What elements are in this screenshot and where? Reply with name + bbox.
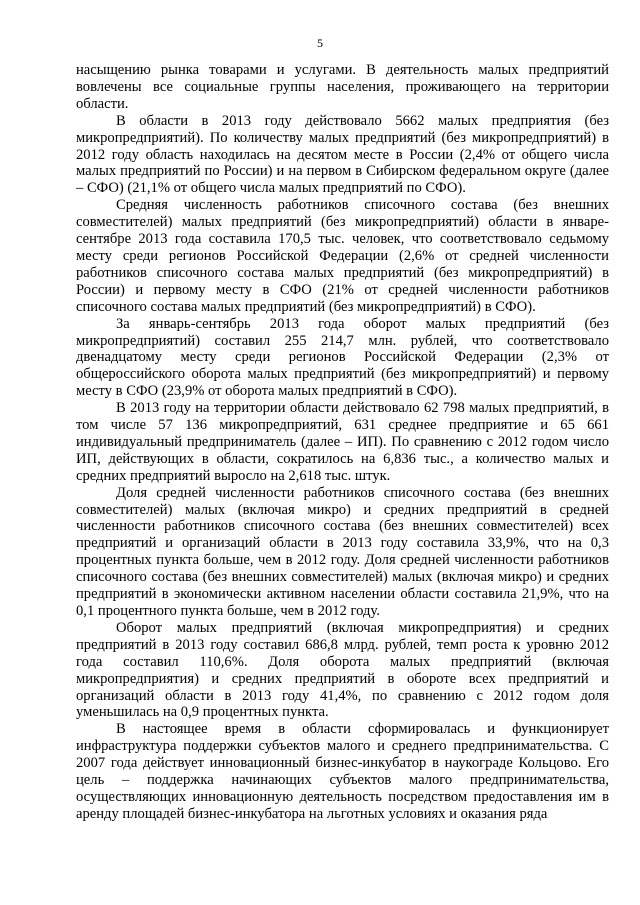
paragraph-employment-share: Доля средней численности работников списочного состава (без внешних совместителей) малых (включая микро) и средних предприятий в средней численности работников списочного состава (без внешних совместителей) всех предприятий и организаций области в 2013 году составила 33,9%, что на 0,3 процентных пункта больше, чем в 2012 году. Доля средней численности работников списочного состава (без внешних совместителей) малых (включая микро) и средних предприятий в экономически активном населении области составила 21,9%, что на 0,1 процентного пункта больше, чем в 2012 году.: [76, 484, 609, 619]
paragraph-turnover-jan-sep: За январь-сентябрь 2013 года оборот малых предприятий (без микропредприятий) составил 255 214,7 млн. рублей, что соответствовало двенадцатому месту среди регионов Российской Федерации (2,3% от общероссийского оборота малых предприятий (без микропредприятий) и первому месту в СФО (23,9% от оборота малых предприятий в СФО).: [76, 315, 609, 400]
paragraph-enterprises-2013: В 2013 году на территории области действовало 62 798 малых предприятий, в том числе 57 136 микропредприятий, 631 среднее предприятие и 65 661 индивидуальный предприниматель (далее – ИП). По сравнению с 2012 годом число ИП, действующих в области, сократилось на 6,836 тыс., а количество малых и средних предприятий выросло на 2,618 тыс. штук.: [76, 400, 609, 484]
paragraph-turnover-2013: Оборот малых предприятий (включая микропредприятия) и средних предприятий в 2013 году составил 686,8 млрд. рублей, темп роста к уровню 2012 года составил 110,6%. Доля оборота малых предприятий (включая микропредприятия) и средних предприятий в обороте всех предприятий и организаций области в 2013 году 41,4%, по сравнению с 2012 годом доля уменьшилась на 0,9 процентных пункта.: [76, 619, 609, 721]
page-number: 5: [317, 36, 323, 50]
paragraph-continued: насыщению рынка товарами и услугами. В деятельность малых предприятий вовлечены все социальные группы населения, проживающего на территории области.: [76, 62, 609, 112]
document-body: [76, 62, 609, 823]
paragraph-average-employees: Средняя численность работников списочного состава (без внешних совместителей) малых предприятий (без микропредприятий) области в январе-сентябре 2013 года составила 170,5 тыс. человек, что соответствовало седьмому месту среди регионов Российской Федерации (2,6% от средней численности работников списочного состава малых предприятий (без микропредприятий) в России) и первому месту в СФО (21% от средней численности работников списочного состава малых предприятий (без микропредприятий) в СФО).: [76, 197, 609, 315]
paragraph-support-infrastructure: В настоящее время в области сформировалась и функционирует инфраструктура поддержки субъектов малого и среднего предпринимательства. С 2007 года действует инновационный бизнес-инкубатор в наукограде Кольцово. Его цель – поддержка начинающих субъектов малого предпринимательства, осуществляющих инновационную деятельность посредством предоставления им в аренду площадей бизнес-инкубатора на льготных условиях и оказания ряда: [76, 721, 609, 822]
paragraph-small-enterprises-count: В области в 2013 году действовало 5662 малых предприятия (без микропредприятий). По количеству малых предприятий (без микропредприятий) в 2012 году область находилась на десятом месте в России (2,4% от общего числа малых предприятий по России) и на первом в Сибирском федеральном округе (далее – СФО) (21,1% от общего числа малых предприятий по СФО).: [76, 112, 609, 197]
